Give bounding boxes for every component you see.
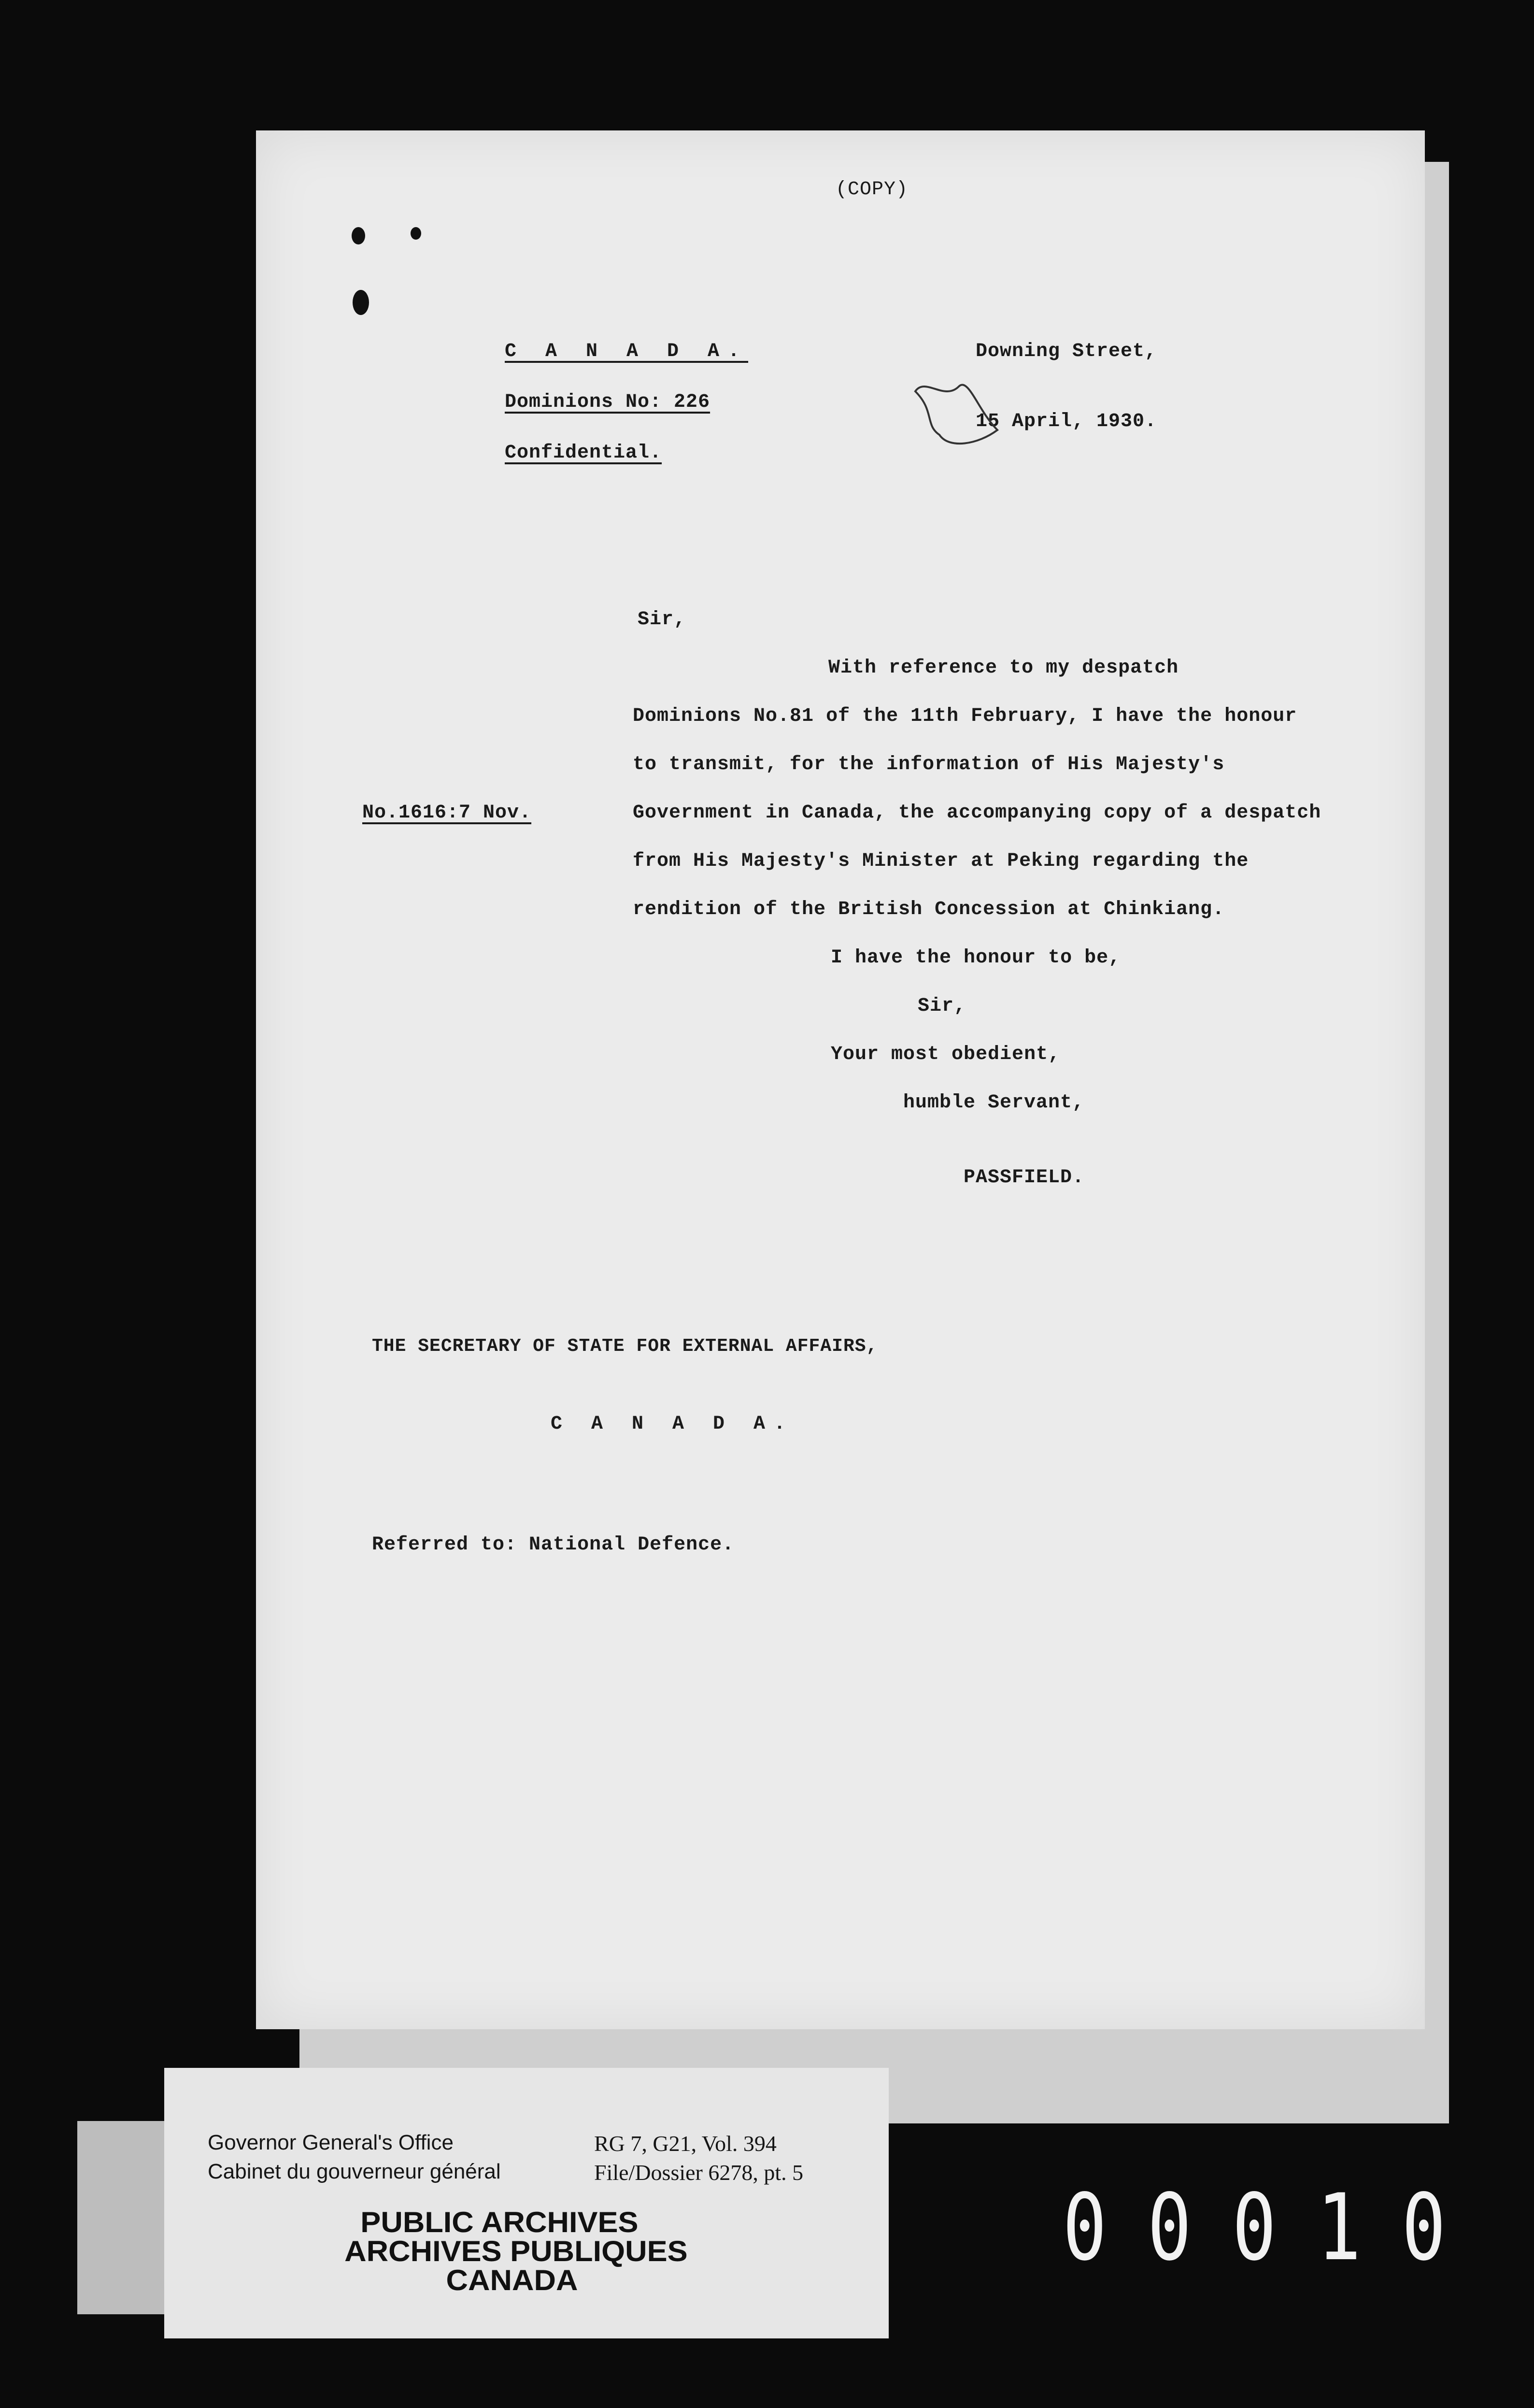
file-reference: File/Dossier 6278, pt. 5 — [594, 2160, 804, 2185]
closing-line-3: Your most obedient, — [831, 1044, 1061, 1065]
body-line-5: from His Majesty's Minister at Peking regarding the — [633, 850, 1249, 872]
scribble-mark — [906, 372, 1007, 454]
country-heading: C A N A D A. — [505, 341, 749, 362]
margin-reference: No.1616:7 Nov. — [362, 802, 532, 824]
body-line-3: to transmit, for the information of His Majesty's — [633, 754, 1225, 775]
copy-mark: (COPY) — [836, 179, 909, 201]
signature: PASSFIELD. — [964, 1167, 1085, 1189]
body-line-1: With reference to my despatch — [828, 657, 1179, 679]
archive-stamp-line-2: ARCHIVES PUBLIQUES — [344, 2235, 688, 2267]
despatch-number: Dominions No: 226 — [505, 391, 710, 413]
letter-page — [256, 130, 1425, 2029]
place-line: Downing Street, — [976, 341, 1157, 362]
closing-line-2: Sir, — [918, 995, 966, 1017]
body-line-6: rendition of the British Concession at Chinkiang. — [633, 899, 1225, 920]
closing-line-4: humble Servant, — [903, 1092, 1085, 1114]
body-line-2: Dominions No.81 of the 11th February, I have the honour — [633, 705, 1297, 727]
classification: Confidential. — [505, 442, 662, 464]
office-english: Governor General's Office — [208, 2131, 454, 2154]
archive-label — [164, 2068, 889, 2338]
punch-hole-mark — [352, 227, 365, 244]
archive-stamp-line-1: PUBLIC ARCHIVES — [360, 2206, 639, 2238]
archive-stamp-line-3: CANADA — [446, 2264, 578, 2296]
referral-note: Referred to: National Defence. — [372, 1534, 735, 1556]
addressee: THE SECRETARY OF STATE FOR EXTERNAL AFFAIRS, — [372, 1336, 878, 1357]
salutation: Sir, — [638, 609, 686, 631]
record-group: RG 7, G21, Vol. 394 — [594, 2131, 777, 2156]
punch-hole-mark — [353, 290, 369, 315]
punch-hole-mark — [411, 227, 421, 240]
date-line: 15 April, 1930. — [976, 411, 1157, 432]
addressee-country: C A N A D A. — [551, 1413, 795, 1435]
body-line-4: Government in Canada, the accompanying copy of a despatch — [633, 802, 1321, 824]
office-french: Cabinet du gouverneur général — [208, 2160, 501, 2183]
closing-line-1: I have the honour to be, — [831, 947, 1121, 969]
frame-number: 00010 — [1063, 2174, 1487, 2281]
